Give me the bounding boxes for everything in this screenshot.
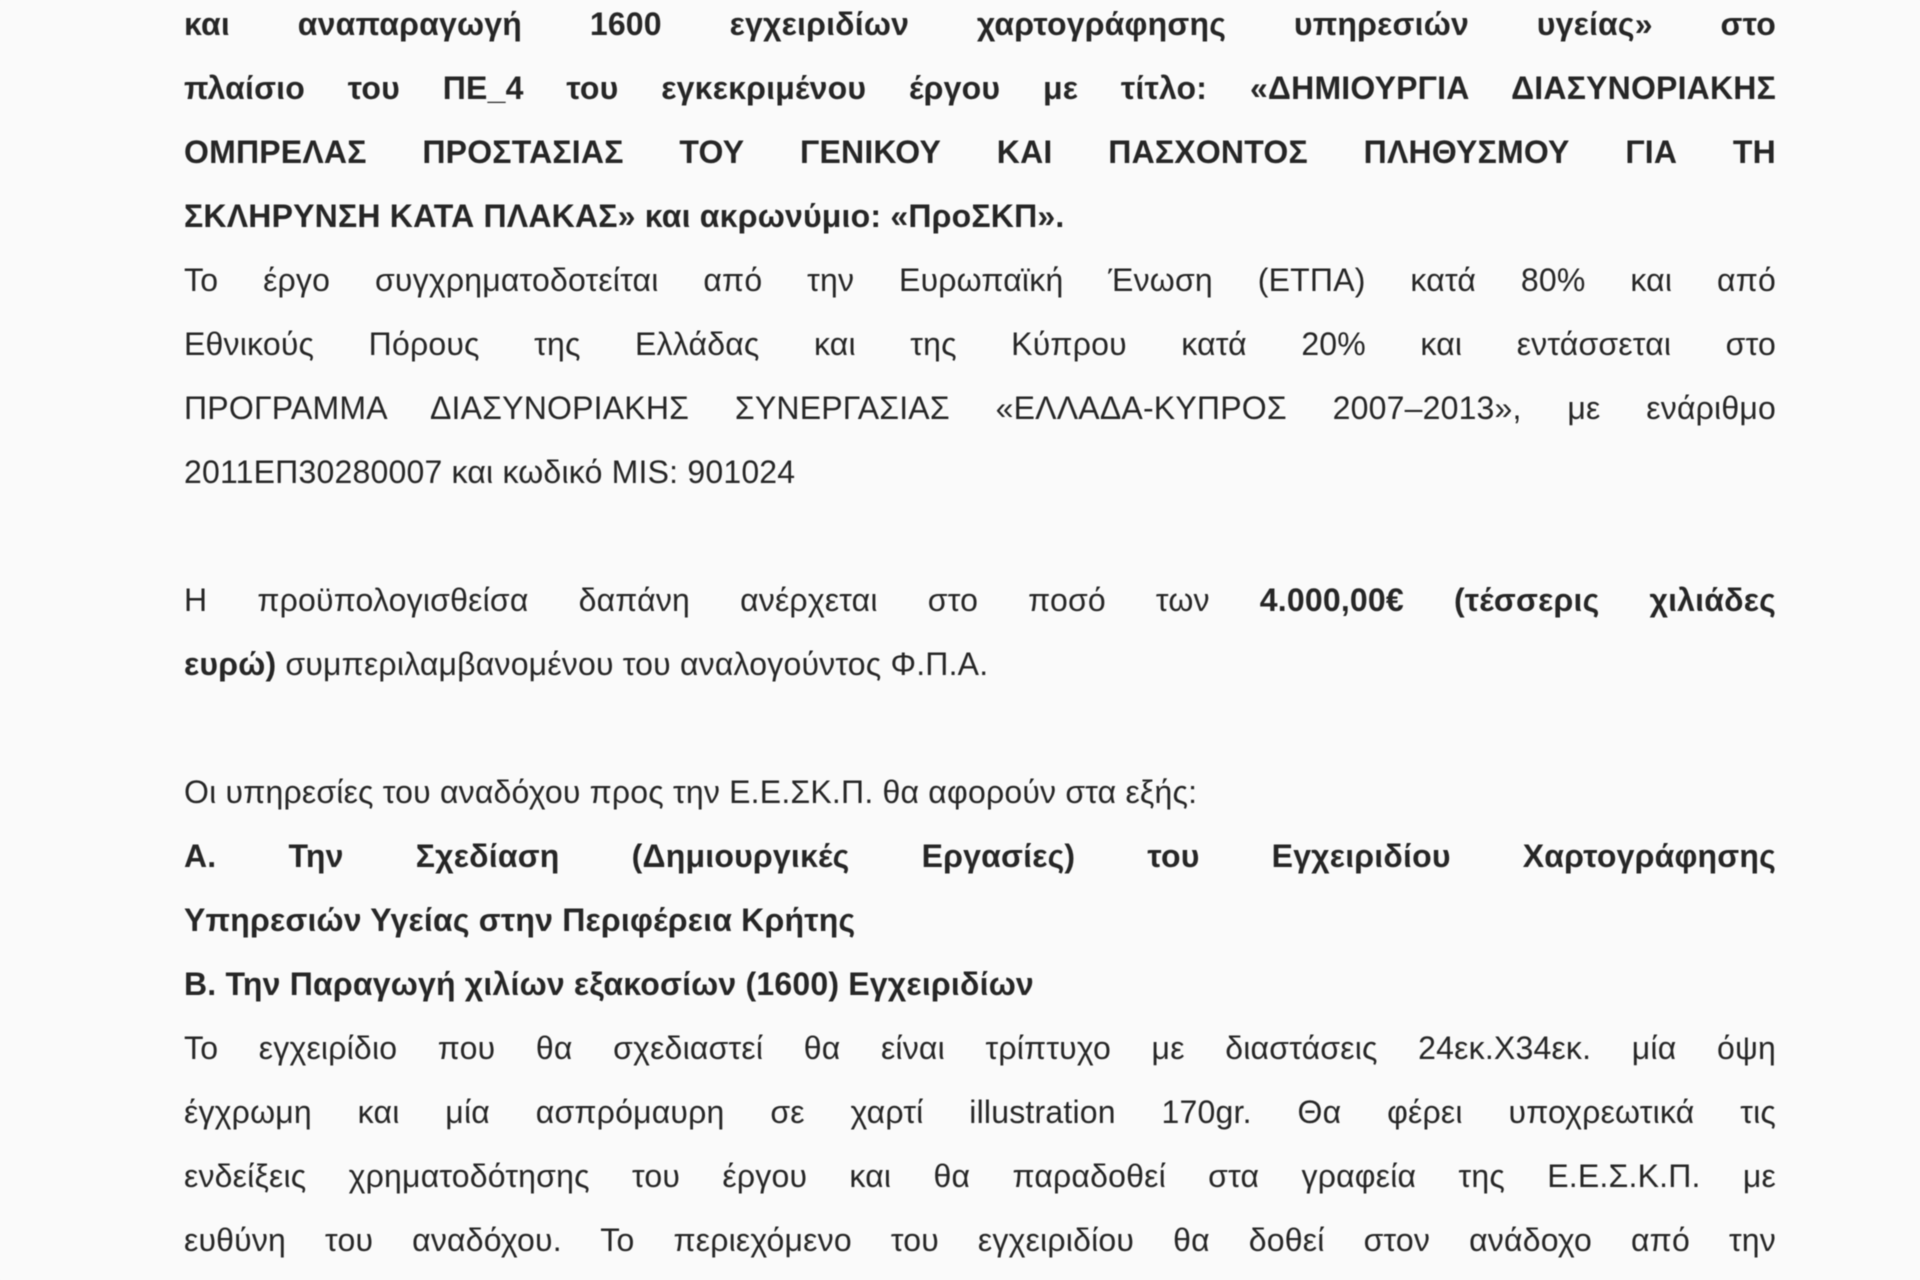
list-item-a: Α. Την Σχεδίαση (Δημιουργικές Εργασίες) του Εγχειριδίου Χαρτογράφησης	[184, 838, 1776, 874]
text-line: ΠΡΟΓΡΑΜΜΑ ΔΙΑΣΥΝΟΡΙΑΚΗΣ ΣΥΝΕΡΓΑΣΙΑΣ «ΕΛΛΑΔΑ-ΚΥΠΡΟΣ 2007–2013», με ενάριθμο	[184, 390, 1776, 426]
paragraph-budget	[184, 568, 1776, 696]
text-line: 2011ΕΠ30280007 και κωδικό MIS: 901024	[184, 454, 796, 490]
text-line: ΣΚΛΗΡΥΝΣΗ ΚΑΤΑ ΠΛΑΚΑΣ» και ακρωνύμιο: «ΠροΣΚΠ».	[184, 198, 1065, 234]
text-line: Το εγχειρίδιο που θα σχεδιαστεί θα είναι τρίπτυχο με διαστάσεις 24εκ.Χ34εκ. μία όψη	[184, 1030, 1776, 1066]
text-line: ευρώ) συμπεριλαμβανομένου του αναλογούντος Φ.Π.Α.	[184, 646, 989, 682]
paragraph-services	[184, 760, 1776, 1272]
list-item-a-cont: Υπηρεσιών Υγείας στην Περιφέρεια Κρήτης	[184, 902, 856, 938]
text-line: ευθύνη του αναδόχου. Το περιεχόμενο του εγχειριδίου θα δοθεί στον ανάδοχο από την	[184, 1222, 1776, 1258]
paragraph-project-title	[184, 0, 1776, 248]
document-body	[184, 0, 1776, 1272]
budget-amount: 4.000,00€ (τέσσερις χιλιάδες	[1259, 582, 1776, 618]
text-line: Το έργο συγχρηματοδοτείται από την Ευρωπαϊκή Ένωση (ΕΤΠΑ) κατά 80% και από	[184, 262, 1776, 298]
list-item-b: Β. Την Παραγωγή χιλίων εξακοσίων (1600) Εγχειριδίων	[184, 966, 1034, 1002]
text-line: Οι υπηρεσίες του αναδόχου προς την Ε.Ε.ΣΚ.Π. θα αφορούν στα εξής:	[184, 774, 1198, 810]
text-line: Εθνικούς Πόρους της Ελλάδας και της Κύπρου κατά 20% και εντάσσεται στο	[184, 326, 1776, 362]
text-line: πλαίσιο του ΠΕ_4 του εγκεκριμένου έργου με τίτλο: «ΔΗΜΙΟΥΡΓΙΑ ΔΙΑΣΥΝΟΡΙΑΚΗΣ	[184, 70, 1776, 106]
spacer	[184, 504, 1776, 568]
text-line: Η προϋπολογισθείσα δαπάνη ανέρχεται στο ποσό των 4.000,00€ (τέσσερις χιλιάδες	[184, 582, 1776, 618]
text-line: και αναπαραγωγή 1600 εγχειριδίων χαρτογράφησης υπηρεσιών υγείας» στο	[184, 6, 1776, 42]
spacer	[184, 696, 1776, 760]
text-line: ΟΜΠΡΕΛΑΣ ΠΡΟΣΤΑΣΙΑΣ ΤΟΥ ΓΕΝΙΚΟΥ ΚΑΙ ΠΑΣΧΟΝΤΟΣ ΠΛΗΘΥΣΜΟΥ ΓΙΑ ΤΗ	[184, 134, 1776, 170]
text-line: ενδείξεις χρηματοδότησης του έργου και θα παραδοθεί στα γραφεία της Ε.Ε.Σ.Κ.Π. με	[184, 1158, 1776, 1194]
text-line: έγχρωμη και μία ασπρόμαυρη σε χαρτί illustration 170gr. Θα φέρει υποχρεωτικά τις	[184, 1094, 1776, 1130]
paragraph-funding	[184, 248, 1776, 504]
